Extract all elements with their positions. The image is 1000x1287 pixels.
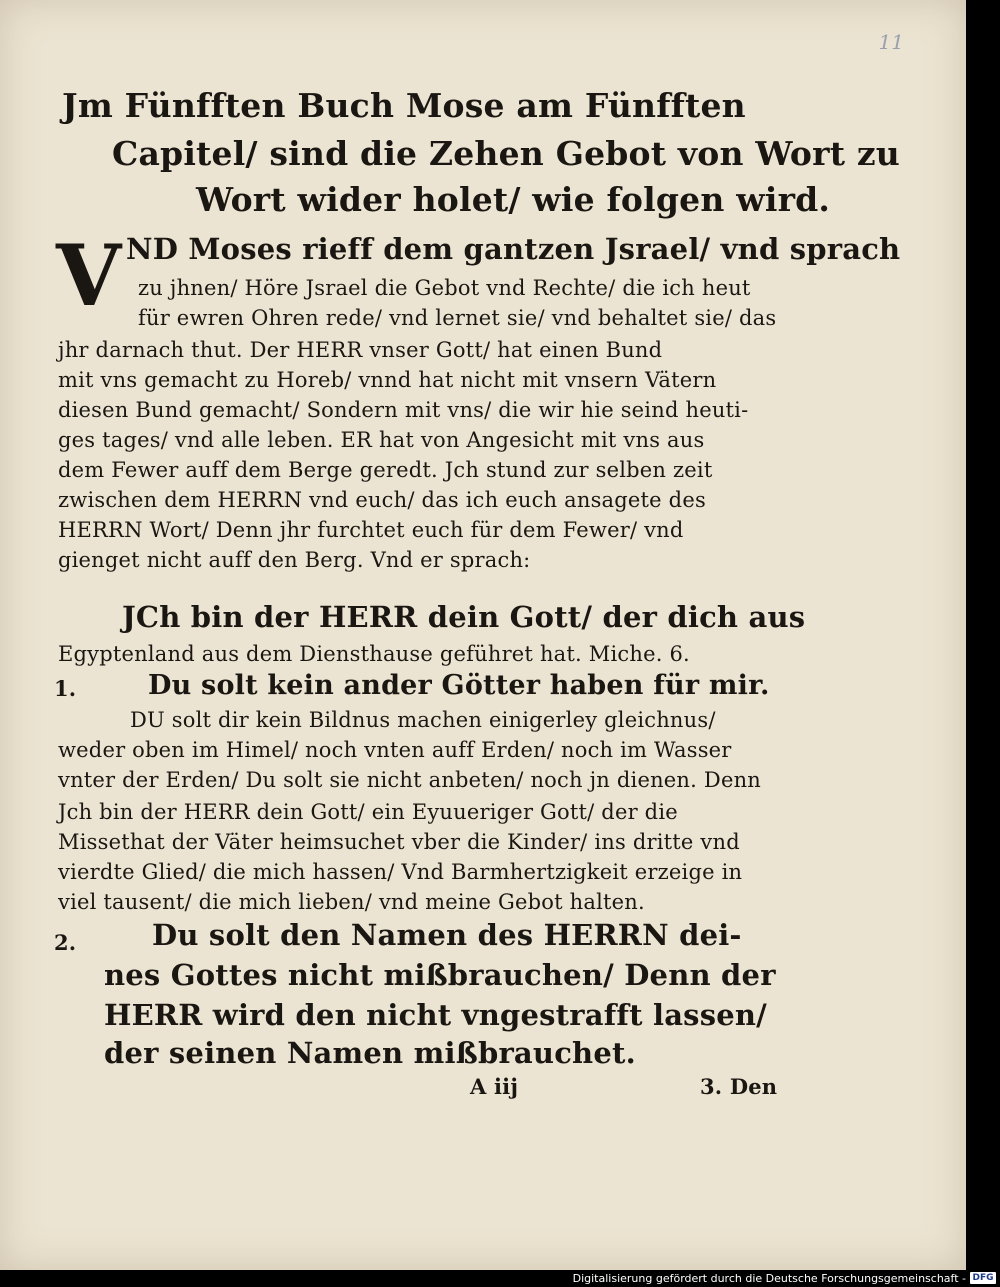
intro-line-1: ND Moses rieff dem gantzen Jsrael/ vnd sprach [126,232,901,266]
intro-line-11: gienget nicht auff den Berg. Vnd er sprach: [58,548,531,572]
scan-border [966,0,1000,1270]
commandment-2-line-4: der seinen Namen mißbrauchet. [104,1036,636,1070]
commandment-2-line-1: Du solt den Namen des HERRN dei- [152,918,742,952]
intro-line-2: zu jhnen/ Höre Jsrael die Gebot vnd Rechte/ die ich heut [138,276,751,300]
intro-line-8: dem Fewer auff dem Berge geredt. Jch stund zur selben zeit [58,458,713,482]
commandment-1-number: 1. [54,676,77,701]
commandment-1-line-6: vierdte Glied/ die mich hassen/ Vnd Barmhertzigkeit erzeige in [58,860,743,884]
footer-bar [0,1270,1000,1287]
intro-line-5: mit vns gemacht zu Horeb/ vnnd hat nicht mit vnsern Vätern [58,368,717,392]
title-line-1: Jm Fünfften Buch Mose am Fünfften [62,86,746,125]
preamble-line-1: JCh bin der HERR dein Gott/ der dich aus [122,600,806,634]
commandment-1-line-7: viel tausent/ die mich lieben/ vnd meine Gebot halten. [58,890,645,914]
commandment-1-line-1: DU solt dir kein Bildnus machen einigerley gleichnus/ [130,708,716,732]
intro-line-4: jhr darnach thut. Der HERR vnser Gott/ hat einen Bund [58,338,663,362]
commandment-1-heading: Du solt kein ander Götter haben für mir. [148,670,770,701]
initial-letter: V [56,226,122,325]
intro-line-9: zwischen dem HERRN vnd euch/ das ich euch ansagete des [58,488,706,512]
signature-mark: A iij [470,1074,519,1099]
dfg-logo-icon[interactable]: DFG [970,1272,996,1284]
catchword: 3. Den [700,1074,778,1099]
commandment-1-line-4: Jch bin der HERR dein Gott/ ein Eyuueriger Gott/ der die [58,800,678,824]
intro-line-6: diesen Bund gemacht/ Sondern mit vns/ die wir hie seind heuti- [58,398,749,422]
intro-line-10: HERRN Wort/ Denn jhr furchtet euch für dem Fewer/ vnd [58,518,684,542]
folio-mark: 11 [878,30,904,54]
intro-line-7: ges tages/ vnd alle leben. ER hat von Angesicht mit vns aus [58,428,705,452]
title-line-3: Wort wider holet/ wie folgen wird. [196,180,831,219]
commandment-2-line-3: HERR wird den nicht vngestrafft lassen/ [104,998,767,1032]
commandment-1-line-3: vnter der Erden/ Du solt sie nicht anbeten/ noch jn dienen. Denn [58,768,762,792]
commandment-1-line-2: weder oben im Himel/ noch vnten auff Erden/ noch im Wasser [58,738,732,762]
intro-line-3: für ewren Ohren rede/ vnd lernet sie/ vnd behaltet sie/ das [138,306,777,330]
commandment-2-number: 2. [54,930,77,955]
preamble-line-2: Egyptenland aus dem Diensthause geführet hat. Miche. 6. [58,642,690,666]
title-line-2: Capitel/ sind die Zehen Gebot von Wort zu [112,134,900,173]
commandment-1-line-5: Missethat der Väter heimsuchet vber die Kinder/ ins dritte vnd [58,830,740,854]
commandment-2-line-2: nes Gottes nicht mißbrauchen/ Denn der [104,958,776,992]
footer-credit: Digitalisierung gefördert durch die Deutsche Forschungsgemeinschaft - [572,1272,966,1285]
